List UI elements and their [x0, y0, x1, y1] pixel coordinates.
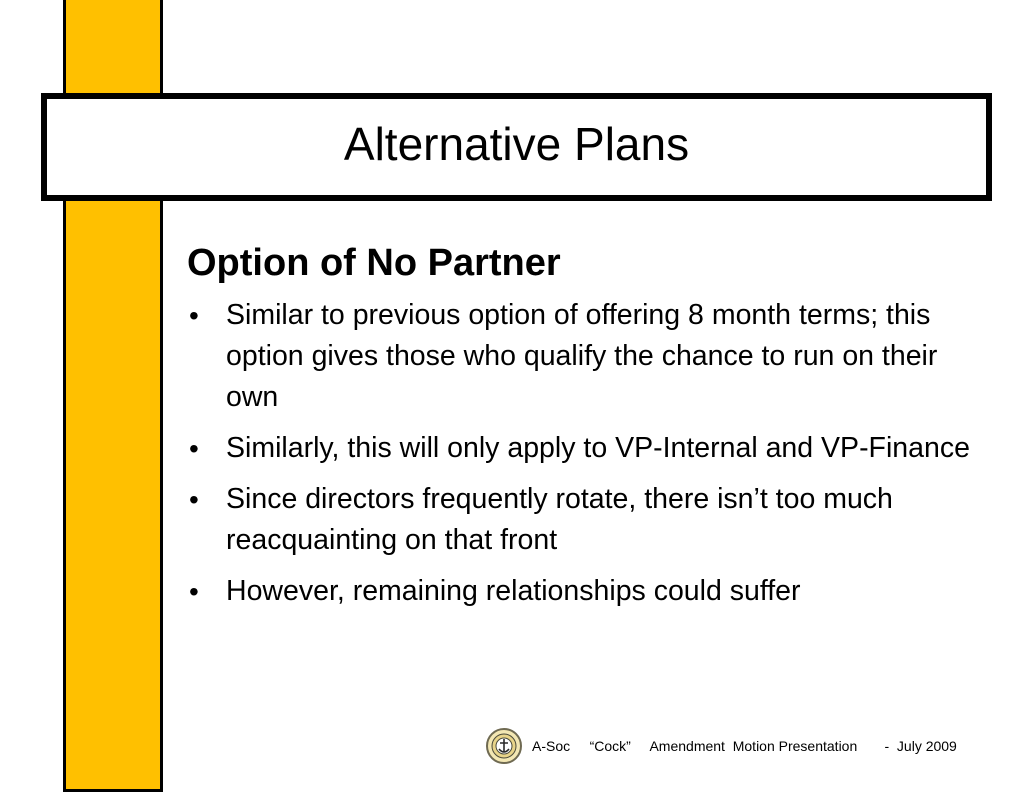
bullet-item	[187, 479, 972, 561]
slide-content	[187, 238, 972, 622]
bullet-list	[187, 295, 972, 612]
bullet-icon: •	[189, 576, 199, 607]
bullet-icon: •	[189, 300, 199, 331]
bullet-text: Since directors frequently rotate, there isn’t too much reacquainting on that front	[226, 483, 893, 556]
footer-text: A-Soc “Cock” Amendment Motion Presentation - July 2009	[532, 738, 957, 754]
bullet-item	[187, 571, 972, 612]
slide-subheading: Option of No Partner	[187, 242, 561, 284]
bullet-text: Similar to previous option of offering 8 month terms; this option gives those who qualify the chance to run on their own	[226, 299, 938, 413]
slide-title: Alternative Plans	[343, 118, 690, 170]
bullet-icon: •	[189, 433, 199, 464]
bullet-item	[187, 428, 972, 469]
title-box	[41, 93, 992, 201]
slide-footer	[486, 726, 957, 766]
bullet-text: Similarly, this will only apply to VP-Internal and VP-Finance	[226, 432, 970, 464]
bullet-icon: •	[189, 484, 199, 515]
bullet-text: However, remaining relationships could suffer	[226, 575, 801, 607]
bullet-item	[187, 295, 972, 418]
seal-icon	[486, 728, 522, 764]
